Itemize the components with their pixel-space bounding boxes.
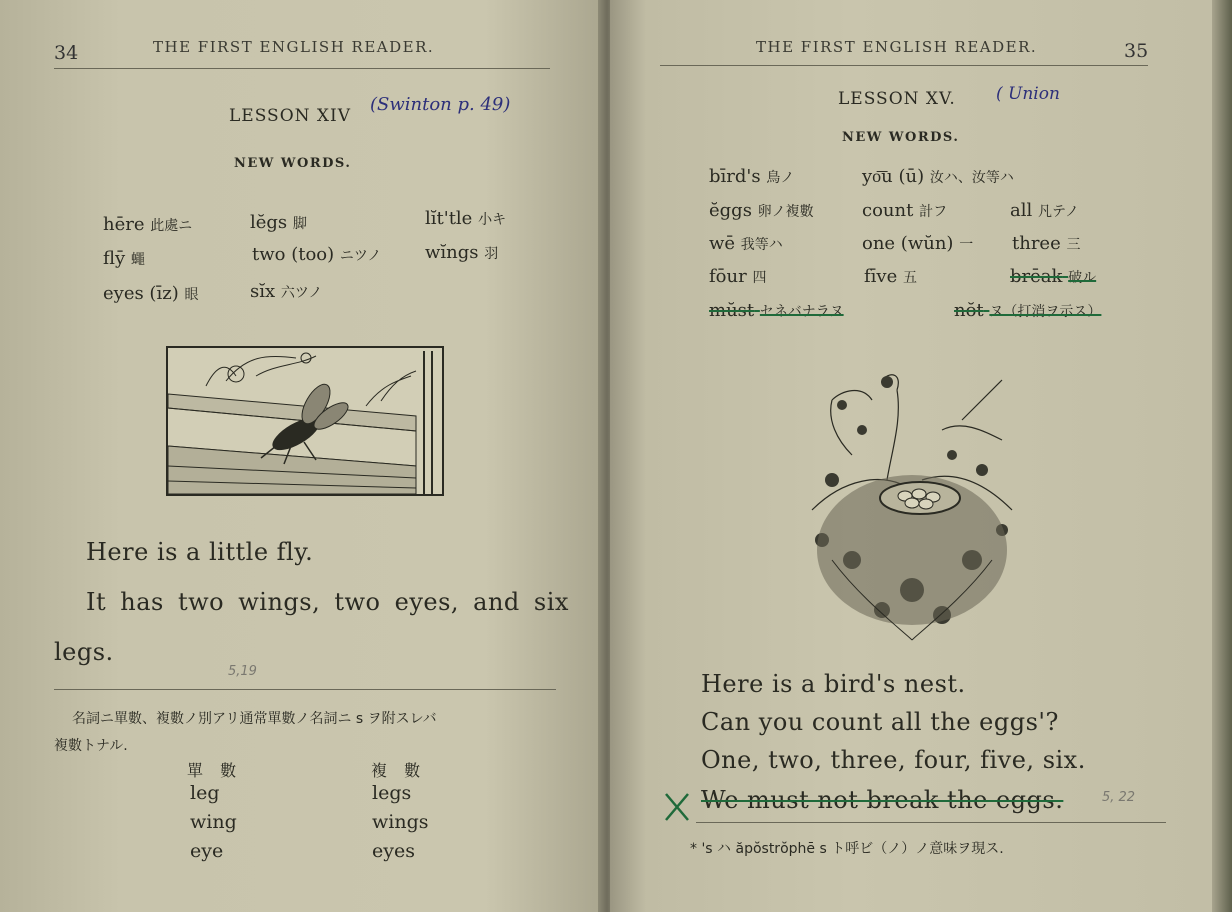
handwritten-note: (Swinton p. 49) xyxy=(370,94,511,115)
vocab-word: eyes (īz) 眼 xyxy=(103,283,199,304)
plural-word: eyes xyxy=(372,840,415,862)
vocab-word: wĭngs 羽 xyxy=(425,242,499,263)
right-page xyxy=(610,0,1212,912)
pencil-note: 5,19 xyxy=(228,664,257,679)
vocab-word: lĕgs 脚 xyxy=(250,212,307,233)
vocab-word: fōur 四 xyxy=(709,266,767,287)
plural-word: wings xyxy=(372,811,429,833)
vocab-word: ĕggs 卵ノ複數 xyxy=(709,200,814,221)
fly-illustration xyxy=(166,346,444,496)
lesson-title: LESSON XV. xyxy=(838,89,956,109)
grammar-note: 複數トナル. xyxy=(54,738,128,754)
running-title: THE FIRST ENGLISH READER. xyxy=(153,38,435,56)
singular-word: wing xyxy=(190,811,237,833)
vocab-word: flȳ 蠅 xyxy=(103,248,145,269)
reading-line: Can you count all the eggs'? xyxy=(701,708,1059,736)
grammar-note: 名詞ニ單數、複數ノ別アリ通常單數ノ名詞ニ s ヲ附スレバ xyxy=(72,711,437,727)
footnote: * 's ハ ăpŏstrŏphē s ト呼ビ（ノ）ノ意味ヲ現ス. xyxy=(690,841,1004,857)
bird-nest-illustration xyxy=(802,360,1022,645)
new-words-heading: NEW WORDS. xyxy=(234,156,352,171)
new-words-heading: NEW WORDS. xyxy=(842,130,960,145)
vocab-word: two (too) ニツノ xyxy=(252,244,382,265)
vocab-word: fīve 五 xyxy=(864,266,917,287)
vocab-word-struck: nŏt ヌ（打消ヲ示ス） xyxy=(954,300,1102,321)
vocab-word: yo͞u (ū) 汝ハ、汝等ハ xyxy=(862,166,1014,187)
cross-mark-icon xyxy=(662,790,692,824)
plural-header: 複 數 xyxy=(371,761,427,780)
vocab-word: three 三 xyxy=(1012,233,1081,254)
vocab-word-struck: mŭst セネバナラヌ xyxy=(709,300,844,321)
section-rule xyxy=(696,822,1166,823)
handwritten-note: ( Union xyxy=(996,84,1060,104)
vocab-word: all 凡テノ xyxy=(1010,200,1080,221)
singular-header: 單 數 xyxy=(187,761,243,780)
singular-word: leg xyxy=(190,782,220,804)
plural-word: legs xyxy=(372,782,412,804)
page-number: 35 xyxy=(1124,40,1149,62)
page-number: 34 xyxy=(54,42,79,64)
reading-line: legs. xyxy=(54,638,114,666)
header-rule xyxy=(54,68,550,69)
vocab-word: one (wŭn) 一 xyxy=(862,233,974,254)
reading-line: Here is a bird's nest. xyxy=(701,670,966,698)
page-edge xyxy=(1212,0,1232,912)
pencil-note: 5, 22 xyxy=(1102,790,1136,805)
reading-line-struck: We must not break the eggs. xyxy=(701,786,1064,814)
reading-line: Here is a little fly. xyxy=(86,538,314,566)
lesson-title: LESSON XIV xyxy=(229,106,352,126)
vocab-word: count 計フ xyxy=(862,200,948,221)
vocab-word-struck: brēak 破ル xyxy=(1010,266,1097,287)
reading-line: One, two, three, four, five, six. xyxy=(701,746,1086,774)
vocab-word: hēre 此處ニ xyxy=(103,214,193,235)
header-rule xyxy=(660,65,1148,66)
running-title: THE FIRST ENGLISH READER. xyxy=(756,38,1038,56)
section-rule xyxy=(54,689,556,690)
singular-word: eye xyxy=(190,840,224,862)
vocab-word: wē 我等ハ xyxy=(709,233,783,254)
reading-line: It has two wings, two eyes, and six xyxy=(86,588,569,616)
left-page xyxy=(0,0,606,912)
vocab-word: bīrd's 鳥ノ xyxy=(709,166,795,187)
vocab-word: sĭx 六ツノ xyxy=(250,281,323,302)
vocab-word: lĭt'tle 小キ xyxy=(425,208,507,229)
